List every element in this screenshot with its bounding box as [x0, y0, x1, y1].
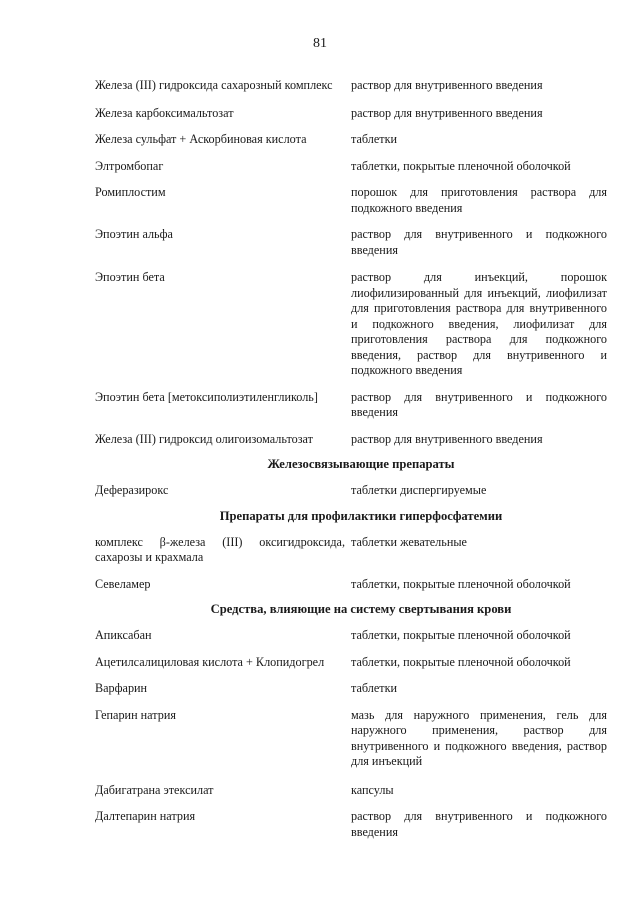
dosage-form: порошок для приготовления раствора для подкожного введения: [351, 185, 607, 215]
dosage-form: раствор для инъекций, порошок лиофилизированный для инъекций, лиофилизат для приготовления раствора для внутривенного и подкожного введения, лиофилизат для приготовления раствора для подкожного введения, раствор для внутривенного и подкожного введения: [351, 270, 607, 377]
section-heading: Препараты для профилактики гиперфосфатемии: [219, 508, 503, 523]
drug-name: Далтепарин натрия: [95, 809, 196, 823]
drug-name: комплекс β-железа (III) оксигидроксида, сахарозы и крахмала: [95, 534, 345, 564]
drug-name: Эпоэтин альфа: [95, 227, 173, 241]
drug-row: [95, 390, 607, 421]
drug-name: Эпоэтин бета [метоксиполиэтиленгликоль]: [95, 389, 318, 404]
drug-name: Эпоэтин бета: [95, 270, 165, 284]
drug-row: [95, 227, 607, 258]
drug-row: [95, 132, 607, 148]
drug-name: Железа сульфат + Аскорбиновая кислота: [95, 132, 307, 146]
drug-row: [95, 681, 607, 697]
drug-name: Железа карбоксимальтозат: [95, 105, 234, 120]
page-number: 81: [313, 36, 327, 51]
dosage-form: раствор для внутривенного и подкожного введения: [351, 809, 607, 839]
drug-name: Дабигатрана этексилат: [95, 782, 214, 797]
drug-name: Гепарин натрия: [95, 707, 176, 722]
drug-name: Ромиплостим: [95, 185, 166, 199]
dosage-form: раствор для внутривенного и подкожного введения: [351, 389, 607, 419]
drug-row: [95, 78, 607, 94]
dosage-form: таблетки, покрытые пленочной оболочкой: [351, 628, 571, 642]
section-heading: Средства, влияющие на систему свертывания крови: [210, 602, 512, 616]
dosage-form: таблетки, покрытые пленочной оболочкой: [351, 654, 571, 669]
dosage-form: раствор для внутривенного введения: [351, 431, 543, 446]
drug-list: [95, 78, 607, 840]
drug-row: [95, 106, 607, 122]
drug-row: [95, 628, 607, 644]
drug-row: [95, 159, 607, 175]
dosage-form: таблетки, покрытые пленочной оболочкой: [351, 576, 571, 591]
drug-name: Железа (III) гидроксида сахарозный комплекс: [95, 78, 333, 92]
drug-name: Ацетилсалициловая кислота + Клопидогрел: [95, 654, 325, 669]
drug-row: [95, 783, 607, 799]
dosage-form: раствор для внутривенного и подкожного введения: [351, 227, 607, 257]
drug-row: [95, 185, 607, 216]
drug-name: Варфарин: [95, 681, 148, 695]
drug-row: [95, 577, 607, 593]
drug-row: [95, 483, 607, 499]
drug-row: [95, 432, 607, 448]
drug-row: [95, 809, 607, 840]
dosage-form: раствор для внутривенного введения: [351, 78, 543, 92]
drug-row: [95, 708, 607, 770]
drug-row: [95, 535, 607, 566]
dosage-form: мазь для наружного применения, гель для наружного применения, раствор для внутривенного и подкожного введения, раствор для инъекций: [351, 707, 607, 768]
drug-row: [95, 270, 607, 379]
dosage-form: таблетки диспергируемые: [351, 483, 487, 497]
section-heading: Железосвязывающие препараты: [267, 457, 455, 471]
drug-name: Элтромбопаг: [95, 158, 164, 173]
dosage-form: раствор для внутривенного введения: [351, 105, 543, 120]
dosage-form: капсулы: [351, 782, 394, 797]
drug-name: Железа (III) гидроксид олигоизомальтозат: [95, 431, 313, 446]
dosage-form: таблетки: [351, 132, 398, 146]
drug-name: Апиксабан: [95, 628, 152, 642]
dosage-form: таблетки, покрытые пленочной оболочкой: [351, 158, 571, 173]
drug-name: Деферазирокс: [95, 483, 169, 497]
dosage-form: таблетки жевательные: [351, 534, 467, 549]
dosage-form: таблетки: [351, 681, 398, 695]
drug-row: [95, 655, 607, 671]
drug-name: Севеламер: [95, 576, 151, 591]
